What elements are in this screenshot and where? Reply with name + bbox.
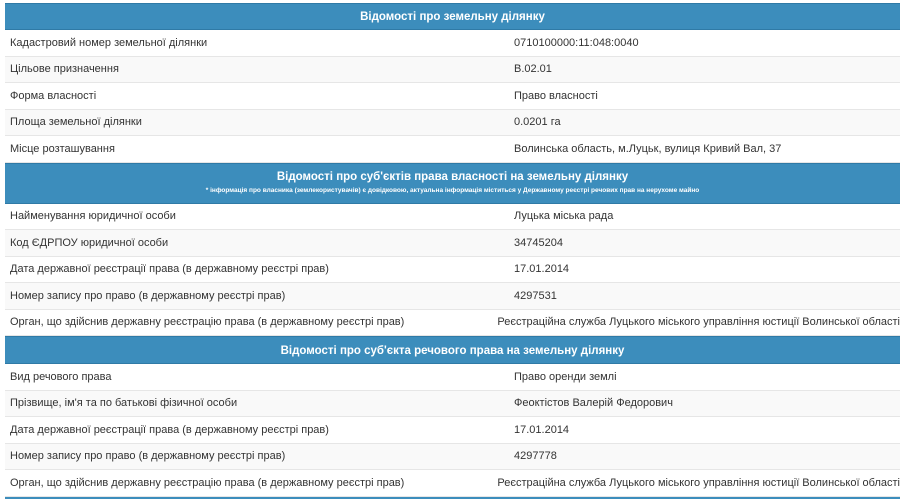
row-label: Дата державної реєстрації права (в державному реєстрі прав) (10, 263, 329, 276)
table-bottom-border (5, 497, 900, 499)
row-label: Кадастровий номер земельної ділянки (10, 36, 208, 49)
section-header-land-plot (5, 3, 900, 30)
table-row (5, 230, 900, 257)
table-row (5, 364, 900, 391)
row-label: Вид речового права (10, 370, 112, 383)
row-label: Номер запису про право (в державному реєстрі прав) (10, 450, 286, 463)
row-label: Орган, що здійснив державну реєстрацію права (в державному реєстрі прав) (10, 476, 405, 489)
row-value: 17.01.2014 (514, 423, 570, 436)
row-label: Площа земельної ділянки (10, 116, 142, 129)
row-label: Місце розташування (10, 142, 115, 155)
row-value: Луцька міська рада (514, 210, 614, 223)
section-title: Відомості про суб'єкта речового права на земельну ділянку (280, 345, 625, 357)
row-label: Прізвище, ім'я та по батькові фізичної особи (10, 397, 238, 410)
table-row (5, 30, 900, 57)
row-value: Волинська область, м.Луцьк, вулиця Кривий Вал, 37 (514, 142, 782, 155)
row-label: Код ЄДРПОУ юридичної особи (10, 236, 169, 249)
row-value: Право власності (514, 89, 598, 102)
row-value: Феоктістов Валерій Федорович (514, 397, 673, 410)
row-value: 0.0201 га (514, 116, 561, 129)
table-row (5, 310, 900, 337)
section-header-real-right-subject (5, 336, 900, 364)
table-row (5, 470, 900, 497)
row-label: Найменування юридичної особи (10, 210, 176, 223)
table-row (5, 57, 900, 84)
row-value: 34745204 (514, 236, 563, 249)
table-row (5, 257, 900, 284)
row-value: В.02.01 (514, 63, 552, 76)
table-row (5, 283, 900, 310)
table-row (5, 444, 900, 471)
table-row (5, 110, 900, 137)
table-row (5, 391, 900, 418)
table-row (5, 417, 900, 444)
row-label: Форма власності (10, 89, 97, 102)
table-row (5, 204, 900, 231)
row-label: Орган, що здійснив державну реєстрацію права (в державному реєстрі прав) (10, 316, 405, 329)
row-value: Реєстраційна служба Луцького міського управління юстиції Волинської області (497, 476, 900, 489)
section-title: Відомості про земельну ділянку (360, 11, 545, 23)
row-label: Номер запису про право (в державному реєстрі прав) (10, 289, 286, 302)
table-row (5, 83, 900, 110)
row-value: Право оренди землі (514, 370, 617, 383)
land-info-table (5, 3, 900, 499)
row-value: 4297778 (514, 450, 557, 463)
row-value: Реєстраційна служба Луцького міського управління юстиції Волинської області (497, 316, 900, 329)
row-value: 17.01.2014 (514, 263, 570, 276)
table-row (5, 136, 900, 163)
row-label: Цільове призначення (10, 63, 119, 76)
row-value: 0710100000:11:048:0040 (514, 36, 639, 49)
section-note: * інформація про власника (землекористувачів) є довідковою, актуальна інформація міститься у Державному реєстрі речових прав на нерухоме майно (205, 186, 700, 194)
section-header-ownership-subjects (5, 163, 900, 204)
section-title: Відомості про суб'єктів права власності на земельну ділянку (276, 170, 629, 183)
row-label: Дата державної реєстрації права (в державному реєстрі прав) (10, 423, 329, 436)
row-value: 4297531 (514, 289, 557, 302)
